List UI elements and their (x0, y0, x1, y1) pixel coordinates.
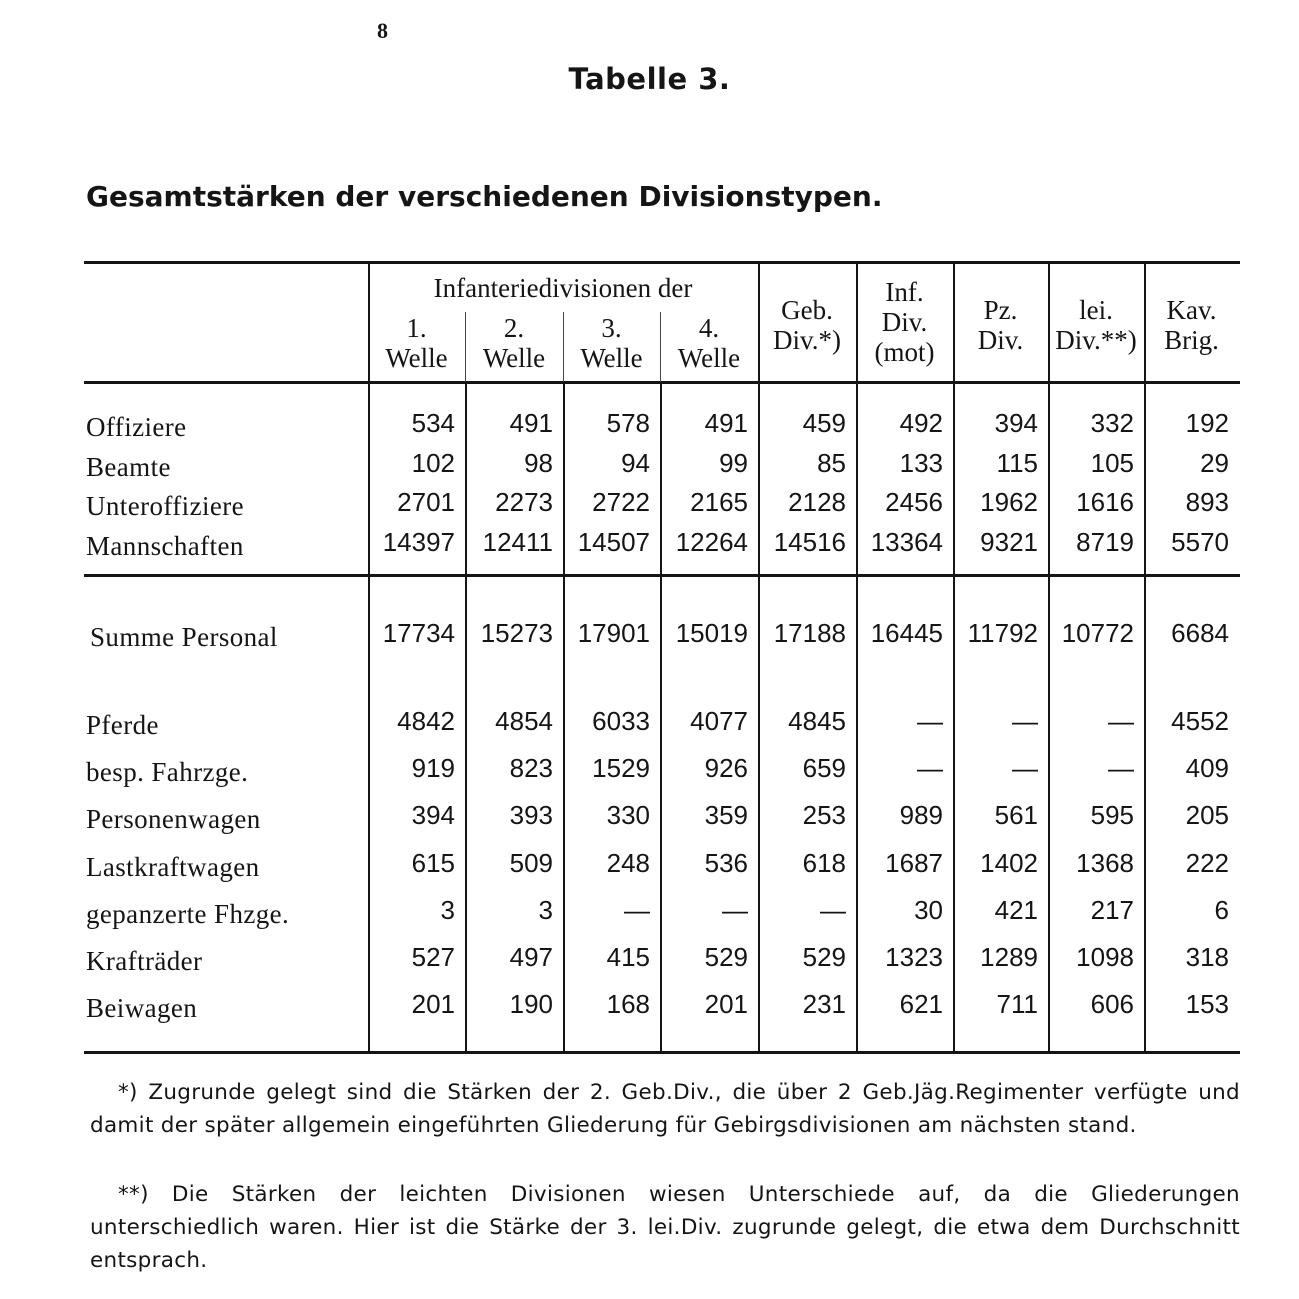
column-divider (563, 384, 565, 1052)
table-cell: 8719 (1076, 527, 1134, 557)
row-label: gepanzerte Fhzge. (86, 899, 290, 929)
table-cell: 15273 (480, 618, 553, 648)
table-cell: 13364 (870, 527, 943, 557)
table-cell: 105 (1090, 448, 1134, 478)
table-number: Tabelle 3. (568, 62, 731, 96)
table-cell: 561 (994, 800, 1038, 830)
table-cell: 1402 (980, 848, 1038, 878)
table-title: Gesamtstärken der verschiedenen Divisionstypen. (86, 180, 883, 213)
header-column-line1: lei. (1079, 295, 1113, 325)
table-cell: — (917, 753, 943, 783)
table-cell: 222 (1185, 848, 1229, 878)
table-cell: 536 (704, 848, 748, 878)
table-cell: 205 (1185, 800, 1229, 830)
table-cell: 98 (524, 448, 553, 478)
table-cell: 6033 (592, 706, 650, 736)
table-cell: 85 (817, 448, 846, 478)
table-cell: — (820, 895, 846, 925)
table-cell: 659 (802, 753, 846, 783)
table-cell: 1616 (1076, 487, 1134, 517)
column-divider (856, 263, 858, 1052)
table-cell: 3 (440, 895, 455, 925)
table-cell: 1687 (885, 848, 943, 878)
table-cell: — (1012, 753, 1038, 783)
header-column-line3: (mot) (874, 337, 935, 367)
footnote-2: **) Die Stärken der leichten Divisionen wiesen Unterschiede auf, da die Gliederungen unterschiedlich waren. Hier ist die Stärke der 3. lei.Div. zugrunde gelegt, die etwa dem Durchschnitt entsprach. (90, 1182, 1240, 1273)
table-cell: 1368 (1076, 848, 1134, 878)
table-cell: — (1012, 706, 1038, 736)
table-cell: 15019 (675, 618, 748, 648)
header-column-line2: Div.**) (1055, 325, 1137, 355)
table-cell: 359 (704, 800, 748, 830)
table-cell: 3 (538, 895, 553, 925)
table-cell: 14397 (382, 527, 455, 557)
row-label: Lastkraftwagen (86, 852, 260, 882)
table-cell: 893 (1185, 487, 1229, 517)
table-cell: 491 (509, 408, 553, 438)
table-cell: 248 (606, 848, 650, 878)
table-cell: 16445 (870, 618, 943, 648)
header-column-label: Welle (482, 343, 546, 373)
table-cell: 11792 (967, 618, 1038, 648)
table-cell: 4854 (495, 706, 553, 736)
table-cell: 115 (996, 448, 1038, 478)
table-cell: 421 (994, 895, 1038, 925)
table-cell: 497 (509, 942, 553, 972)
table-cell: 102 (411, 448, 455, 478)
table-cell: 534 (411, 408, 455, 438)
table-cell: 168 (606, 989, 650, 1019)
table-cell: 5570 (1171, 527, 1229, 557)
table-cell: 6 (1214, 895, 1229, 925)
table-cell: 133 (899, 448, 943, 478)
table-cell: 2165 (690, 487, 748, 517)
table-cell: 415 (606, 942, 650, 972)
row-label: Krafträder (86, 946, 203, 976)
table-cell: 409 (1185, 753, 1229, 783)
table-cell: 618 (802, 848, 846, 878)
table-cell: 17734 (382, 618, 455, 648)
header-column-line1: Pz. (983, 295, 1018, 325)
header-bottom-rule (84, 381, 1240, 384)
table-cell: 2456 (885, 487, 943, 517)
header-column-line1: Inf. (885, 277, 924, 307)
table-cell: 192 (1185, 408, 1229, 438)
table-cell: 217 (1090, 895, 1134, 925)
table-cell: 2701 (397, 487, 455, 517)
header-column-line2: Div. (881, 307, 928, 337)
table-cell: 1962 (980, 487, 1038, 517)
row-label: besp. Fahrzge. (86, 757, 249, 787)
footnote-1: *) Zugrunde gelegt sind die Stärken der 2. Geb.Div., die über 2 Geb.Jäg.Regimenter verfügte und damit der später allgemein eingeführten Gliederung für Gebirgsdivisionen am nächsten stand. (90, 1080, 1240, 1138)
table-cell: 459 (802, 408, 846, 438)
table-cell: 393 (509, 800, 553, 830)
table-cell: 318 (1185, 942, 1229, 972)
table-cell: 29 (1200, 448, 1229, 478)
header-column-line1: Geb. (781, 295, 833, 325)
column-divider (368, 263, 370, 1052)
table-cell: 2128 (788, 487, 846, 517)
table-cell: 491 (704, 408, 748, 438)
header-column-line2: Div.*) (773, 325, 841, 355)
table-cell: 989 (899, 800, 943, 830)
row-label: Beamte (86, 452, 171, 482)
table-cell: 201 (411, 989, 455, 1019)
row-label: Summe Personal (90, 622, 278, 652)
row-label: Personenwagen (86, 804, 261, 834)
table-cell: 330 (606, 800, 650, 830)
table-cell: 332 (1090, 408, 1134, 438)
table-cell: 578 (606, 408, 650, 438)
table-cell: 10772 (1061, 618, 1134, 648)
table-cell: 30 (914, 895, 943, 925)
table-top-rule (84, 261, 1240, 264)
table-cell: 99 (719, 448, 748, 478)
table-cell: 12264 (675, 527, 748, 557)
table-cell: 4552 (1171, 706, 1229, 736)
header-column-label: Welle (580, 343, 643, 373)
table-cell: 253 (802, 800, 846, 830)
table-cell: 14516 (773, 527, 846, 557)
row-label: Pferde (86, 710, 159, 740)
table-cell: 621 (899, 989, 943, 1019)
header-column-line1: Kav. (1166, 295, 1217, 325)
table-cell: 17188 (773, 618, 846, 648)
table-cell: 595 (1090, 800, 1134, 830)
table-cell: 94 (621, 448, 650, 478)
table-cell: 1289 (980, 942, 1038, 972)
table-cell: 153 (1185, 989, 1229, 1019)
header-group-label: Infanteriedivisionen der (433, 273, 693, 303)
table-cell: 9321 (980, 527, 1038, 557)
table-cell: 4845 (788, 706, 846, 736)
table-cell: 615 (411, 848, 455, 878)
column-divider (1048, 263, 1050, 1052)
table-cell: 1529 (592, 753, 650, 783)
row-label: Offiziere (86, 412, 187, 442)
table-cell: — (1108, 706, 1134, 736)
table-cell: 394 (411, 800, 455, 830)
table-cell: 4842 (397, 706, 455, 736)
header-column-number: 1. (406, 313, 427, 343)
table-cell: 823 (509, 753, 553, 783)
table-bottom-rule (84, 1051, 1240, 1054)
row-label: Beiwagen (86, 993, 198, 1023)
table-cell: 12411 (482, 527, 553, 557)
header-column-number: 3. (601, 313, 622, 343)
table-cell: 17901 (577, 618, 650, 648)
table-cell: 394 (994, 408, 1038, 438)
table-cell: — (1108, 753, 1134, 783)
table-cell: — (917, 706, 943, 736)
table-cell: 1098 (1076, 942, 1134, 972)
subtotal-rule (84, 574, 1240, 577)
table-cell: 6684 (1171, 618, 1229, 648)
table-cell: 711 (996, 989, 1038, 1019)
table-cell: 926 (704, 753, 748, 783)
table-cell: 201 (704, 989, 748, 1019)
column-divider (758, 263, 760, 1052)
table-cell: 509 (509, 848, 553, 878)
table-cell: 606 (1090, 989, 1134, 1019)
row-label: Unteroffiziere (86, 491, 245, 521)
header-column-label: Welle (677, 343, 741, 373)
header-column-line2: Div. (977, 325, 1024, 355)
table-cell: 492 (899, 408, 943, 438)
table-cell: 527 (411, 942, 455, 972)
table-cell: 2722 (592, 487, 650, 517)
column-divider (1144, 263, 1146, 1052)
table-cell: 529 (802, 942, 846, 972)
table-cell: 190 (509, 989, 553, 1019)
table-cell: — (722, 895, 748, 925)
table-cell: 231 (802, 989, 846, 1019)
table-cell: 529 (704, 942, 748, 972)
header-column-number: 2. (503, 313, 525, 343)
column-divider (953, 263, 955, 1052)
table-cell: 2273 (495, 487, 553, 517)
page-mark: 8 (377, 18, 388, 43)
row-label: Mannschaften (86, 531, 244, 561)
column-divider (465, 384, 467, 1052)
table-cell: 919 (411, 753, 455, 783)
header-column-number: 4. (698, 313, 720, 343)
column-divider (660, 384, 662, 1052)
table-cell: — (624, 895, 650, 925)
table-cell: 4077 (690, 706, 748, 736)
header-column-line2: Brig. (1164, 325, 1219, 355)
header-column-label: Welle (385, 343, 448, 373)
table-cell: 14507 (577, 527, 650, 557)
table-cell: 1323 (885, 942, 943, 972)
